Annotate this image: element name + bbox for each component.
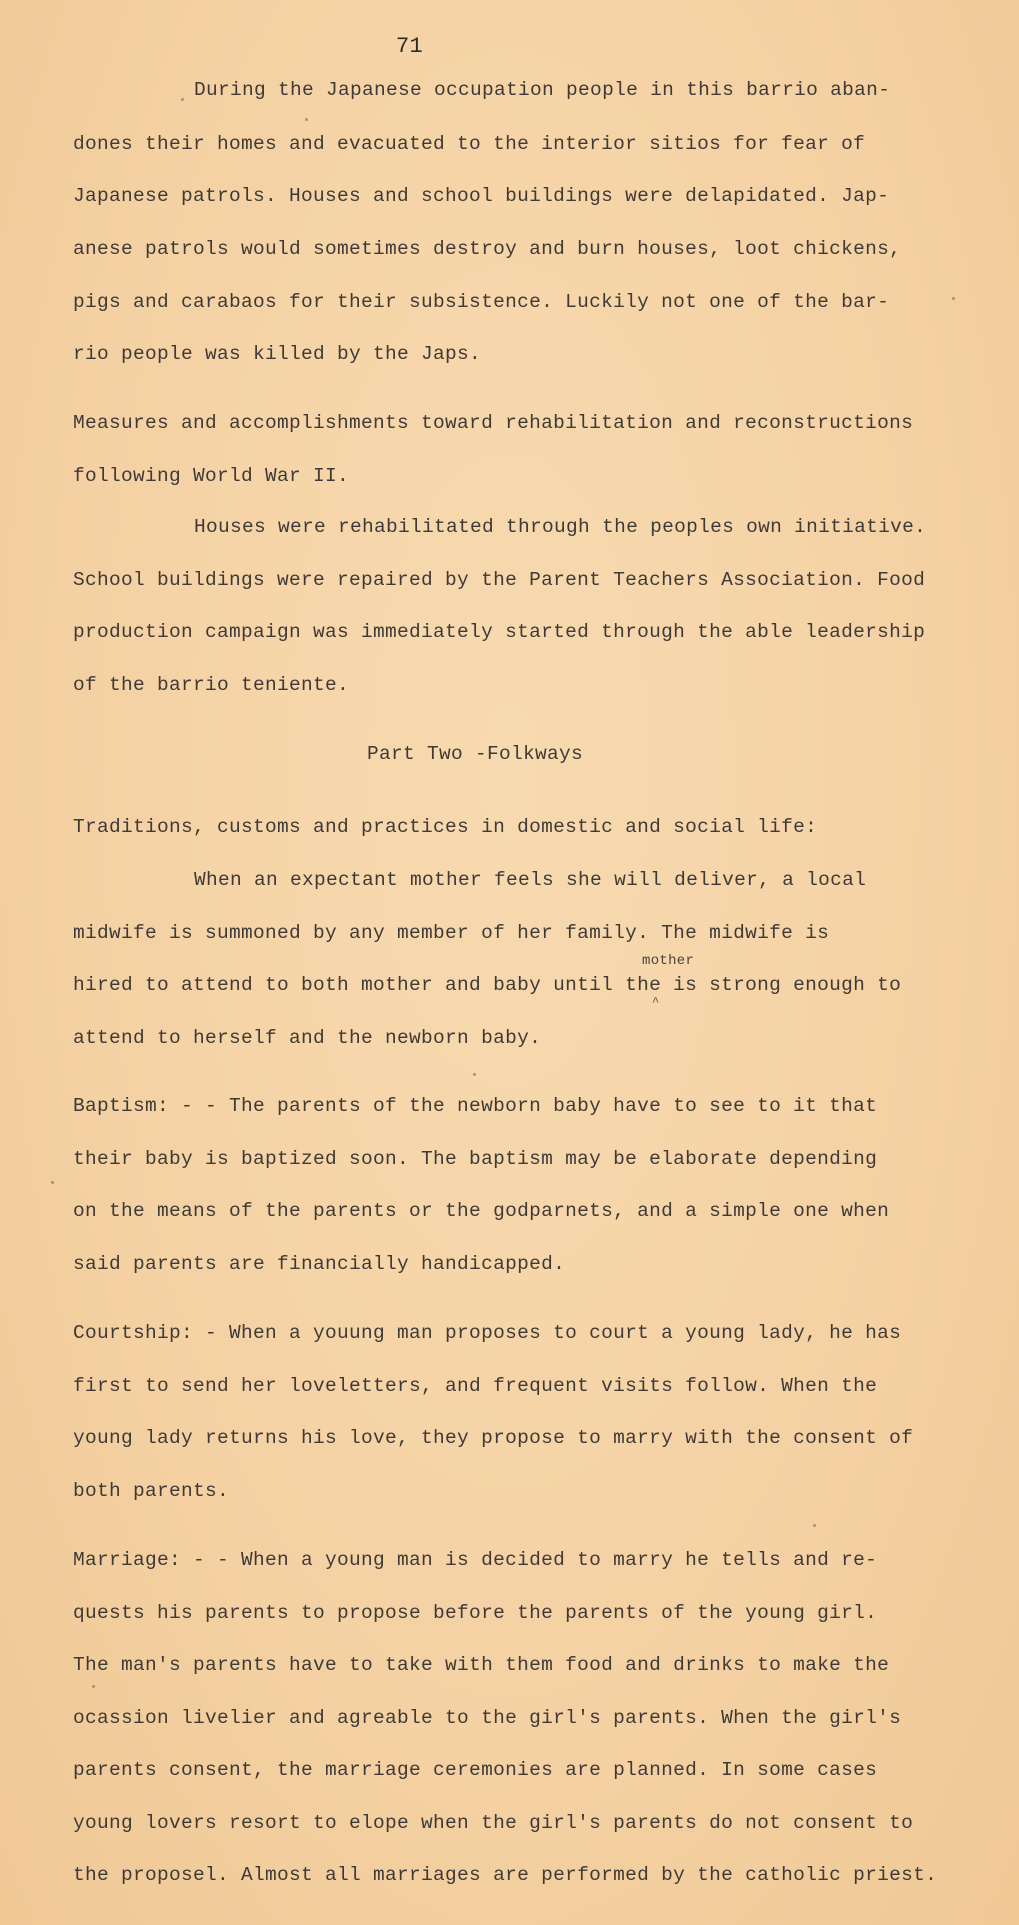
traditions-heading: Traditions, customs and practices in domestic and social life: bbox=[73, 816, 818, 838]
text-line: following World War II. bbox=[73, 465, 350, 487]
text-line: young lady returns his love, they propose to marry with the consent of bbox=[73, 1427, 914, 1449]
text-line: Marriage: - - When a young man is decided to marry he tells and re- bbox=[73, 1549, 878, 1571]
text-line: the proposel. Almost all marriages are performed by the catholic priest. bbox=[73, 1864, 938, 1886]
ink-speck bbox=[305, 118, 308, 121]
page-number: 71 bbox=[396, 34, 424, 59]
ink-speck bbox=[92, 1685, 95, 1688]
ink-speck bbox=[813, 1524, 816, 1527]
text-line: their baby is baptized soon. The baptism may be elaborate depending bbox=[73, 1148, 878, 1170]
text-line: Houses were rehabilitated through the peoples own initiative. bbox=[194, 516, 927, 538]
text-line: pigs and carabaos for their subsistence. Luckily not one of the bar- bbox=[73, 291, 890, 313]
text-line: quests his parents to propose before the parents of the young girl. bbox=[73, 1602, 878, 1624]
text-line: rio people was killed by the Japs. bbox=[73, 343, 482, 365]
part-two-heading: Part Two -Folkways bbox=[367, 743, 584, 765]
text-line: The man's parents have to take with them food and drinks to make the bbox=[73, 1654, 890, 1676]
text-line: first to send her loveletters, and frequent visits follow. When the bbox=[73, 1375, 878, 1397]
text-line: on the means of the parents or the godparnets, and a simple one when bbox=[73, 1200, 890, 1222]
text-line: midwife is summoned by any member of her family. The midwife is bbox=[73, 922, 830, 944]
text-line: Courtship: - When a youung man proposes to court a young lady, he has bbox=[73, 1322, 902, 1344]
text-line: said parents are financially handicapped. bbox=[73, 1253, 566, 1275]
text-line: of the barrio teniente. bbox=[73, 674, 350, 696]
text-line: anese patrols would sometimes destroy and burn houses, loot chickens, bbox=[73, 238, 902, 260]
ink-speck bbox=[952, 297, 955, 300]
text-line: young lovers resort to elope when the girl's parents do not consent to bbox=[73, 1812, 914, 1834]
text-line: When an expectant mother feels she will deliver, a local bbox=[194, 869, 867, 891]
text-line: Baptism: - - The parents of the newborn baby have to see to it that bbox=[73, 1095, 878, 1117]
insertion-caret: ^ bbox=[652, 995, 660, 1009]
text-line: School buildings were repaired by the Parent Teachers Association. Food bbox=[73, 569, 926, 591]
ink-speck bbox=[181, 98, 184, 101]
text-line: both parents. bbox=[73, 1480, 230, 1502]
text-line: hired to attend to both mother and baby until the is strong enough to bbox=[73, 974, 902, 996]
ink-speck bbox=[51, 1181, 54, 1184]
text-line: dones their homes and evacuated to the interior sitios for fear of bbox=[73, 133, 866, 155]
interlinear-insertion: mother bbox=[642, 953, 695, 969]
text-line: Japanese patrols. Houses and school buildings were delapidated. Jap- bbox=[73, 185, 890, 207]
text-line: During the Japanese occupation people in this barrio aban- bbox=[194, 79, 891, 101]
text-line: attend to herself and the newborn baby. bbox=[73, 1027, 542, 1049]
text-line: production campaign was immediately started through the able leadership bbox=[73, 621, 926, 643]
text-line: Measures and accomplishments toward rehabilitation and reconstructions bbox=[73, 412, 914, 434]
text-line: parents consent, the marriage ceremonies are planned. In some cases bbox=[73, 1759, 878, 1781]
ink-speck bbox=[473, 1073, 476, 1076]
text-line: ocassion livelier and agreable to the girl's parents. When the girl's bbox=[73, 1707, 902, 1729]
